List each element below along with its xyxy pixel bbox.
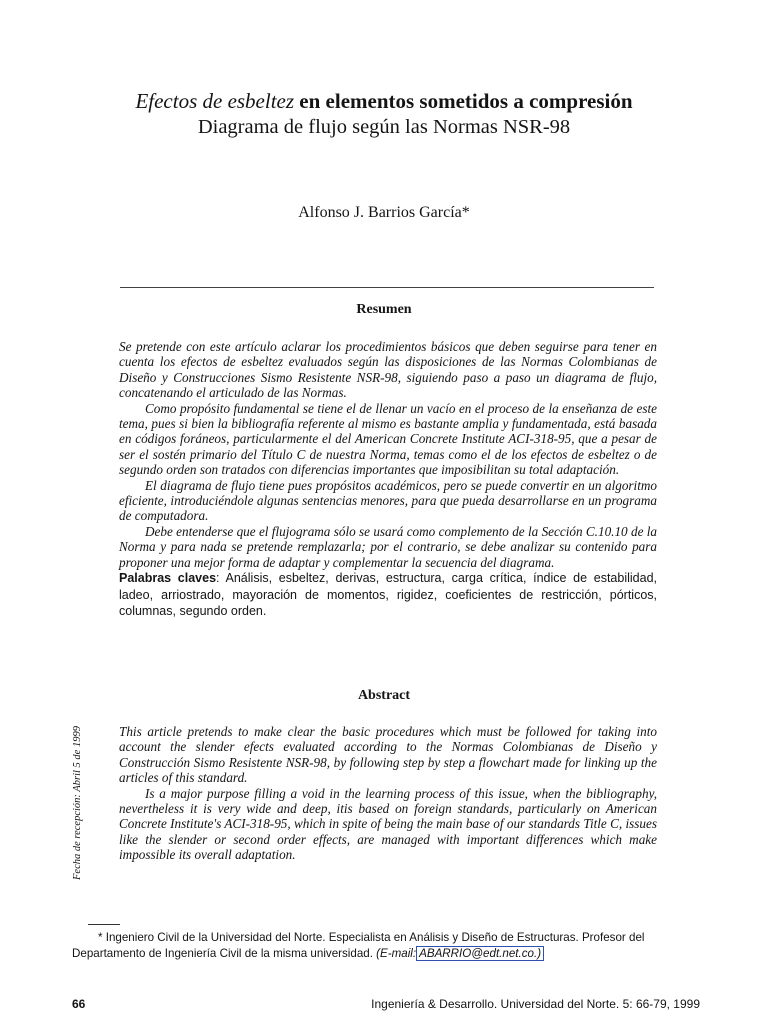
abstract-paragraph: This article pretends to make clear the basic procedures which must be followed for taking into account the slender efects evaluated according to the Normas Colombianas de Diseño y Construcción Sismo Resistente NSR-98, by following step by step a flowchart made for linking up the articles of this standard. bbox=[119, 724, 657, 786]
footnote-email-label: (E-mail: bbox=[376, 947, 417, 960]
title-italic-part: Efectos de esbeltez bbox=[135, 89, 295, 113]
footnote-email-link[interactable]: ABARRIO@edt.net.co.) bbox=[416, 946, 544, 961]
keywords-label: Palabras claves bbox=[119, 571, 217, 586]
resumen-heading: Resumen bbox=[356, 302, 412, 317]
keywords bbox=[119, 570, 657, 620]
page-number: 66 bbox=[72, 997, 86, 1011]
resumen-paragraph: Se pretende con este artículo aclarar los procedimientos básicos que deben seguirse para tener en cuenta los efectos de esbeltez evaluados según las disposiciones de las Normas Colombianas de Diseño y Construcciones Sismo Resistente NSR-98, siguiendo paso a paso un diagrama de flujo, concatenando el articulado de las Normas. bbox=[119, 339, 657, 401]
resumen-paragraph: El diagrama de flujo tiene pues propósitos académicos, pero se puede convertir en un algoritmo eficiente, introduciéndole algunas sentencias menores, para que pueda desarrollarse en un programa de computadora. bbox=[119, 477, 657, 524]
title-divider bbox=[120, 287, 654, 288]
author-footnote bbox=[72, 930, 704, 962]
reception-date-note: Fecha de recepción: Abril 5 de 1999 bbox=[72, 726, 83, 880]
title-bold-part: en elementos sometidos a compresión bbox=[294, 89, 633, 113]
footnote-divider bbox=[88, 924, 120, 925]
article-title bbox=[0, 88, 768, 140]
abstract-body bbox=[119, 724, 657, 863]
title-line-1 bbox=[0, 88, 768, 114]
abstract-paragraph: Is a major purpose filling a void in the learning process of this issue, when the bibliography, nevertheless it is very wide and deep, itis based on foreign standards, particularly on American Concrete Institute's ACI-318-95, which in spite of being the main base of our standards Title C, issues like the slender or second order effects, are managed with important differences which make impossible its overall adaptation. bbox=[119, 785, 657, 863]
resumen-body bbox=[119, 339, 657, 620]
author-name: Alfonso J. Barrios García* bbox=[298, 204, 470, 221]
footnote-affiliation: * Ingeniero Civil de la Universidad del Norte. Especialista en Análisis y Diseño de Estructuras. Profesor del Departamento de Ingeniería Civil de la misma universidad. bbox=[72, 931, 645, 960]
resumen-paragraph: Como propósito fundamental se tiene el de llenar un vacío en el proceso de la enseñanza de este tema, pues si bien la bibliografía referente al mismo es bastante amplia y fundamentada, está basada en códigos foráneos, particularmente el del American Concrete Institute ACI-318-95, que a pesar de ser el sostén primario del Título C de nuestra Norma, temas como el de los efectos de esbeltez o de segundo orden son tratados con diferencias importantes que imposibilitan su total adaptación. bbox=[119, 400, 657, 478]
keywords-text: : Análisis, esbeltez, derivas, estructura, carga crítica, índice de estabilidad, ladeo, arriostrado, mayoración de momentos, rigidez, coeficientes de restricción, pórticos, columnas, segundo orden. bbox=[119, 571, 657, 619]
title-line-2: Diagrama de flujo según las Normas NSR-98 bbox=[197, 116, 571, 138]
abstract-heading: Abstract bbox=[357, 688, 411, 703]
footnote-text bbox=[72, 930, 704, 962]
journal-citation: Ingeniería & Desarrollo. Universidad del Norte. 5: 66-79, 1999 bbox=[371, 997, 700, 1011]
resumen-paragraph: Debe entenderse que el flujograma sólo se usará como complemento de la Sección C.10.10 de la Norma y para nada se pretende remplazarla; por el contrario, se debe analizar su contenido para proponer una mejor forma de adaptar y complementar la secuencia del diagrama. bbox=[119, 523, 657, 570]
